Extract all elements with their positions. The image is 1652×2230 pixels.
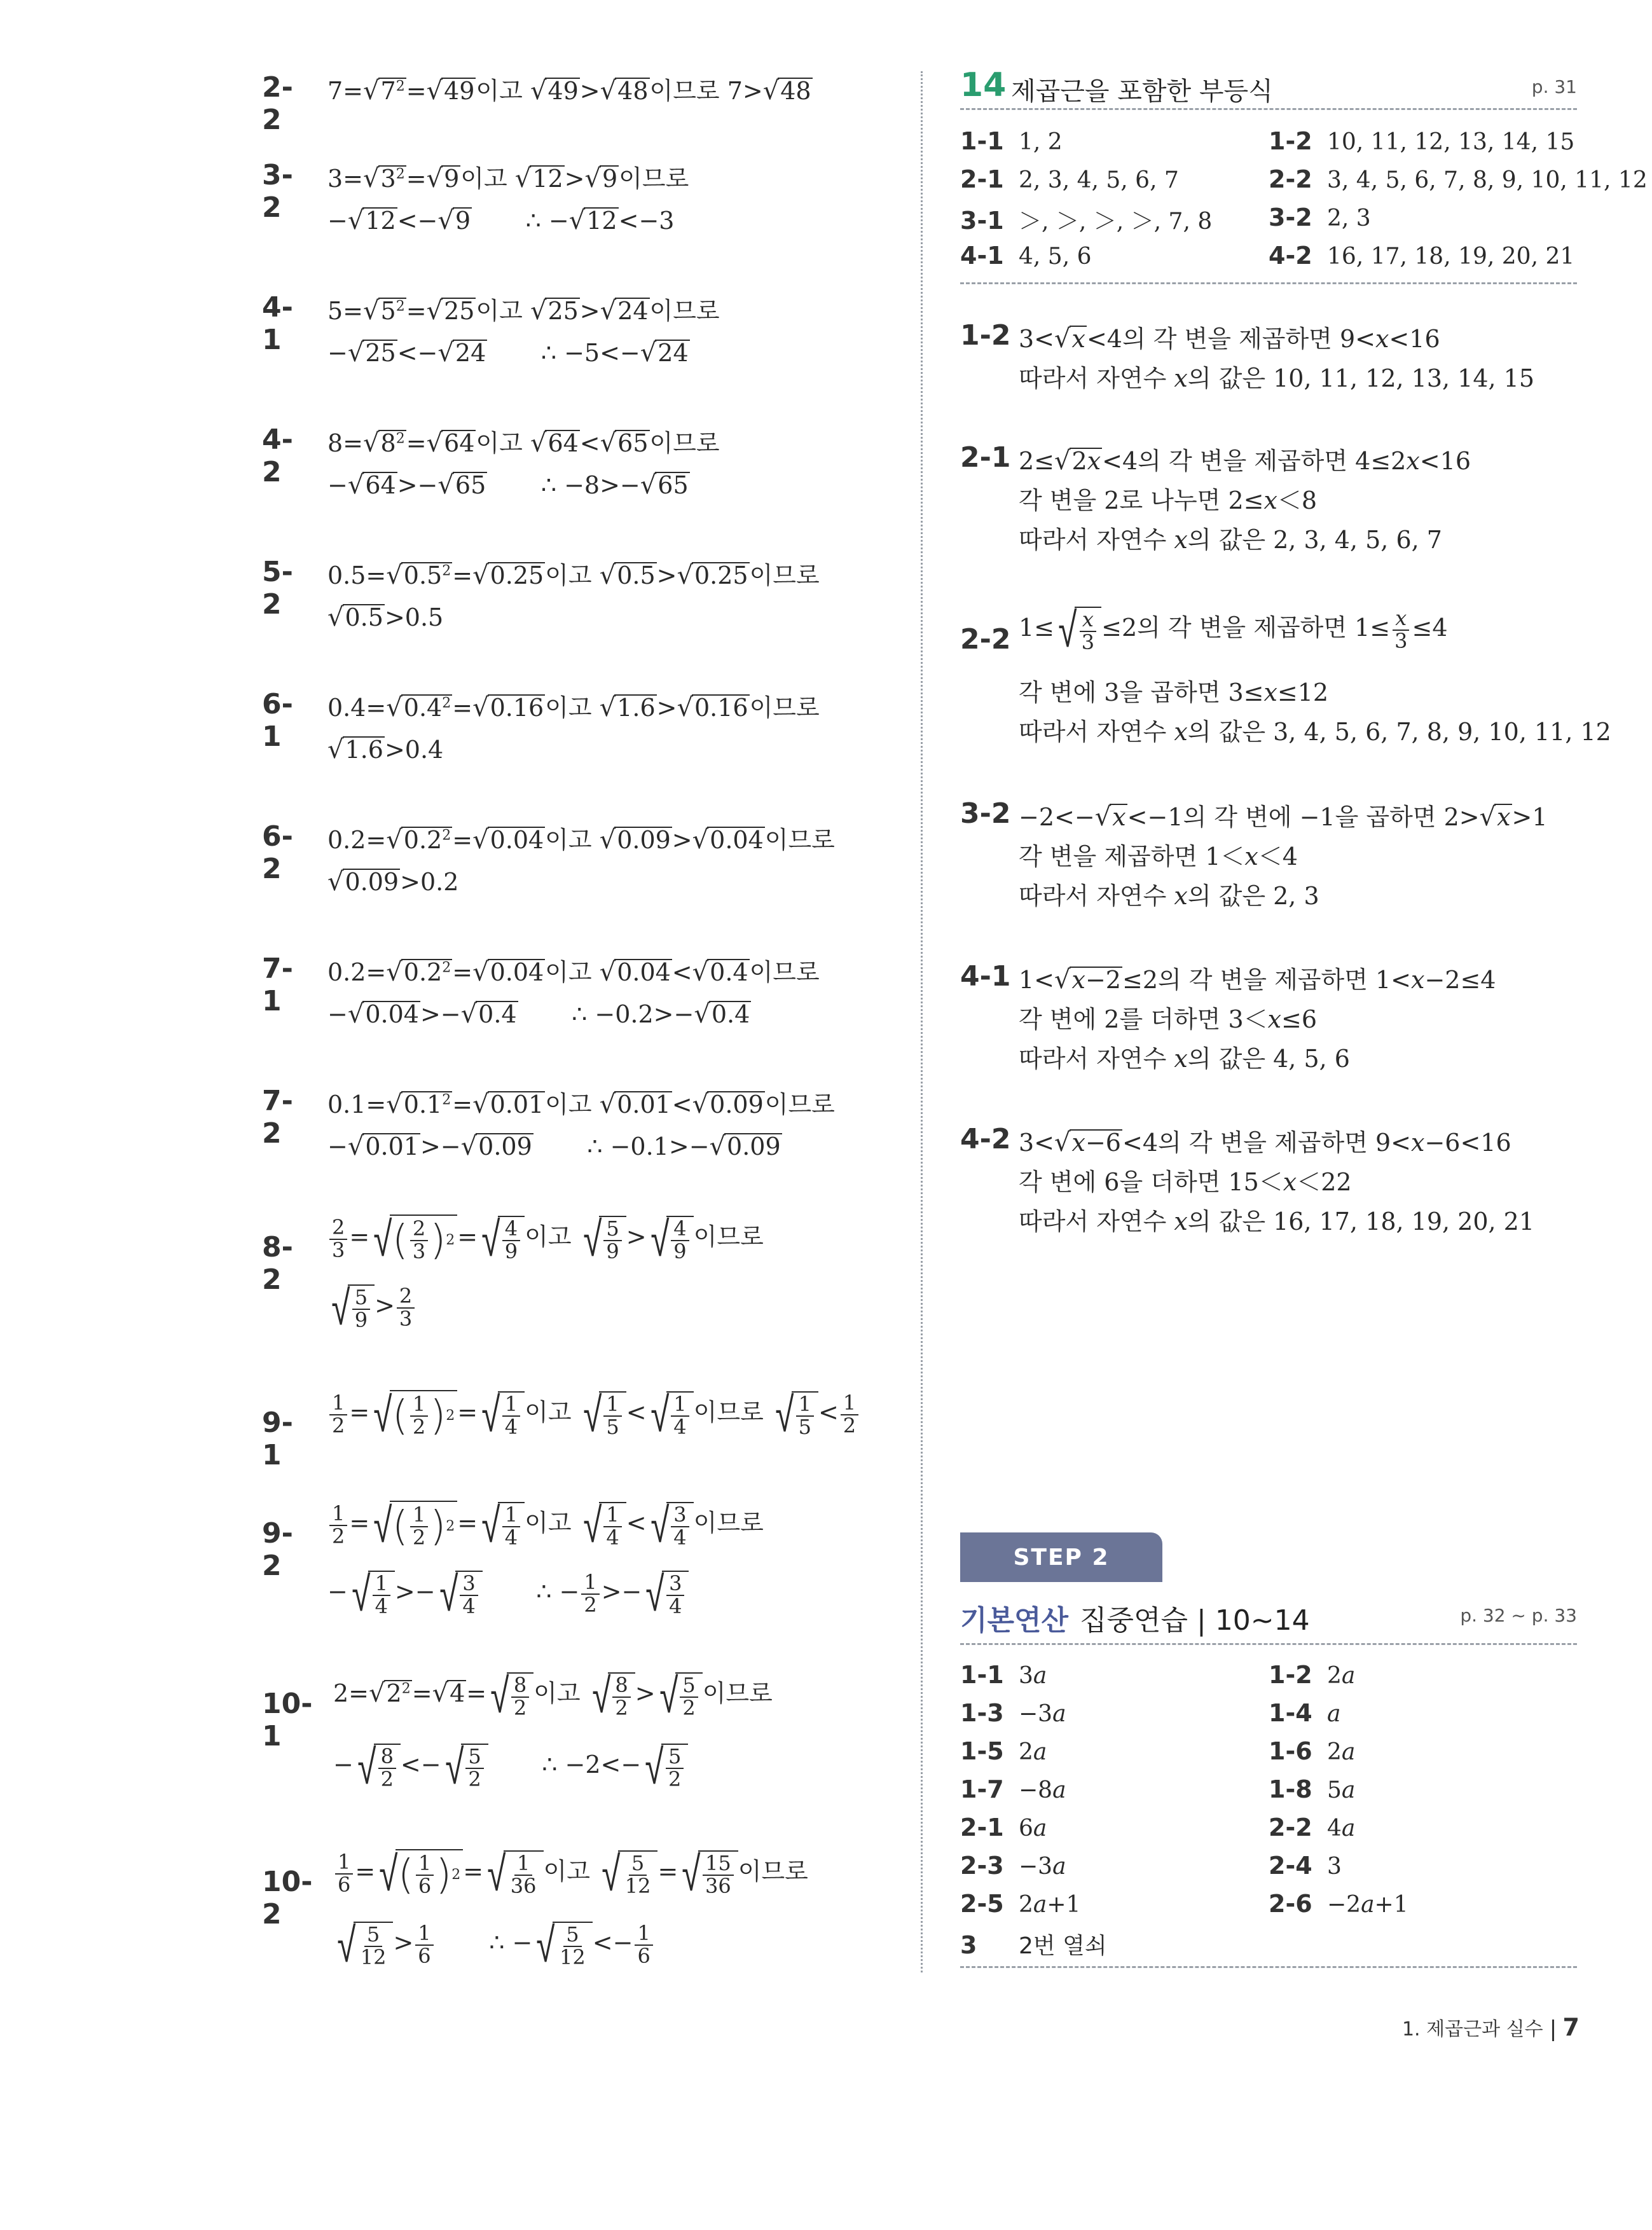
- solution-line: $\frac{2}{3}$ = √ ( $\frac{2}{3}$ ) 2 = √ $\frac{4}{9}$ 이고 √ $\frac{5}{9}$ > √ $\frac{4}{9}$ 이므로: [327, 1211, 764, 1267]
- problem-label: 9-1: [262, 1407, 293, 1471]
- answer-cell: 2-5 2𝑎+1: [960, 1890, 1081, 1918]
- problem-label: 7-1: [262, 953, 293, 1017]
- page-reference: p. 32 ~ p. 33: [1460, 1605, 1577, 1626]
- solution-line: 따라서 자연수 𝑥의 값은 4, 5, 6: [1019, 1045, 1350, 1073]
- problem-label: 1-2: [960, 319, 1011, 352]
- page-footer: [1402, 2013, 1580, 2041]
- step-badge: STEP 2: [960, 1532, 1162, 1582]
- answer-cell: 3-1 ＞, ＞, ＞, ＞, 7, 8: [960, 207, 1213, 235]
- answer-cell: 2-3 −3𝑎: [960, 1852, 1066, 1880]
- problem-label: 3-2: [262, 159, 293, 224]
- solution-line: −√12<−√9 ∴ −√12<−3: [327, 206, 675, 235]
- solution-line: $0.5=√0.5^2=√0.25$이고 √0.5>√0.25이므로: [327, 561, 820, 590]
- chapter-title: 1. 제곱근과 실수: [1401, 2018, 1543, 2041]
- solution-line: √ $\frac{5}{9}$ > $\frac{2}{3}$: [327, 1279, 416, 1336]
- problem-label: 3-2: [960, 797, 1011, 830]
- problem-label: 9-2: [262, 1517, 293, 1582]
- answer-cell: 3-2 2, 3: [1269, 203, 1371, 231]
- step2-header: [960, 1597, 1577, 1635]
- solution-line: $8=√8^2=√64$이고 √64<√65이므로: [327, 429, 720, 458]
- solution-line: $0.2=√0.2^2=√0.04$이고 √0.04<√0.4이므로: [327, 958, 820, 987]
- problem-label: 2-2: [960, 623, 1011, 656]
- answer-cell: 1-8 5𝑎: [1269, 1775, 1356, 1803]
- solution-line: $0.1=√0.1^2=√0.01$이고 √0.01<√0.09이므로: [327, 1090, 835, 1119]
- solution-line: −√0.04>−√0.4 ∴ −0.2>−√0.4: [327, 1000, 750, 1029]
- answer-cell: 1-4 𝑎: [1269, 1699, 1341, 1727]
- answer-cell: 1-3 −3𝑎: [960, 1699, 1066, 1727]
- answer-cell: 1-1 1, 2: [960, 127, 1063, 155]
- solution-line: 각 변에 2를 더하면 3＜𝑥≤6: [1019, 1005, 1318, 1033]
- solution-line: 각 변에 6을 더하면 15＜𝑥＜22: [1019, 1168, 1352, 1196]
- answer-cell: 2-1 6𝑎: [960, 1814, 1047, 1841]
- section-title: 제곱근을 포함한 부등식: [1011, 77, 1273, 106]
- dashed-rule: [960, 108, 1577, 110]
- answer-cell: 2-6 −2𝑎+1: [1269, 1890, 1408, 1918]
- solution-line: −√0.01>−√0.09 ∴ −0.1>−√0.09: [327, 1132, 781, 1161]
- answer-cell: 1-6 2𝑎: [1269, 1737, 1356, 1765]
- solution-line: 따라서 자연수 𝑥의 값은 3, 4, 5, 6, 7, 8, 9, 10, 11, 12: [1019, 718, 1611, 746]
- solution-line: 3<√x−6<4의 각 변을 제곱하면 9<x−6<16: [1019, 1128, 1511, 1157]
- answer-cell: 2-4 3: [1269, 1852, 1342, 1880]
- answer-cell: 4-2 16, 17, 18, 19, 20, 21: [1269, 242, 1575, 270]
- section-14-header: [960, 66, 1577, 104]
- answer-cell: 1-5 2𝑎: [960, 1737, 1047, 1765]
- left-column: [0, 0, 916, 2003]
- section-number: 14: [960, 66, 1007, 104]
- problem-label: 6-1: [262, 688, 293, 753]
- solution-line: $5=√5^2=√25$이고 √25>√24이므로: [327, 296, 720, 326]
- solution-line: √0.5>0.5: [327, 603, 444, 632]
- answer-cell: 1-2 10, 11, 12, 13, 14, 15: [1269, 127, 1575, 155]
- solution-line: 따라서 자연수 𝑥의 값은 2, 3, 4, 5, 6, 7: [1019, 526, 1442, 554]
- answer-cell: 2-2 3, 4, 5, 6, 7, 8, 9, 10, 11, 12: [1269, 165, 1648, 193]
- problem-label: 7-2: [262, 1085, 293, 1150]
- problem-label: 8-2: [262, 1231, 293, 1296]
- solution-line: $2=√2^2=√4=$ √ $\frac{8}{2}$ 이고 √ $\frac{8}{2}$ > √ $\frac{5}{2}$ 이므로: [333, 1667, 773, 1724]
- dashed-rule: [960, 1643, 1577, 1645]
- solution-line: 각 변을 2로 나누면 2≤𝑥＜8: [1019, 486, 1318, 514]
- dashed-rule: [960, 1966, 1577, 1968]
- problem-label: 4-1: [960, 960, 1011, 993]
- solution-line: − √ $\frac{1}{4}$ >− √ $\frac{3}{4}$ ∴ − $\frac{1}{2}$ >− √ $\frac{3}{4}$: [327, 1566, 689, 1622]
- solution-line: √ $\frac{5}{12}$ > $\frac{1}{6}$ ∴ − √ $\frac{5}{12}$ <− $\frac{1}{6}$: [333, 1917, 655, 1973]
- solution-line: −√25<−√24 ∴ −5<−√24: [327, 338, 689, 368]
- problem-label: 2-1: [960, 441, 1011, 474]
- answer-cell: 2-2 4𝑎: [1269, 1814, 1356, 1841]
- solution-line: $\frac{1}{6}$ = √ ( $\frac{1}{6}$ ) 2 = √ $\frac{1}{36}$ 이고 √ $\frac{5}{12}$ = √ $\frac{15}{36}$ 이므로: [333, 1845, 808, 1902]
- problem-label: 4-1: [262, 291, 293, 356]
- step2-title-rest: 집중연습 | 10~14: [1080, 1604, 1310, 1637]
- solution-line: 따라서 자연수 𝑥의 값은 16, 17, 18, 19, 20, 21: [1019, 1208, 1535, 1235]
- problem-label: 4-2: [960, 1123, 1011, 1155]
- problem-label: 6-2: [262, 820, 293, 885]
- step2-title-colored: 기본연산: [960, 1604, 1069, 1637]
- problem-label: 10-1: [262, 1688, 313, 1752]
- solution-line: √0.09>0.2: [327, 867, 459, 897]
- solution-line: −√64>−√65 ∴ −8>−√65: [327, 471, 689, 500]
- solution-line: $\frac{1}{2}$ = √ ( $\frac{1}{2}$ ) 2 = √ $\frac{1}{4}$ 이고 √ $\frac{1}{5}$ < √ $\frac{1}{4}$ 이므로 √ $\frac{1}{5}$ < $\frac{1}{2}$: [327, 1386, 860, 1443]
- dashed-rule: [960, 282, 1577, 284]
- solution-line: $0.4=√0.4^2=√0.16$이고 √1.6>√0.16이므로: [327, 693, 820, 722]
- solution-line: 2≤√2x<4의 각 변을 제곱하면 4≤2x<16: [1019, 446, 1471, 476]
- answer-cell: 1-2 2𝑎: [1269, 1661, 1356, 1689]
- problem-label: 4-2: [262, 423, 293, 488]
- solution-line: 1≤ √ $\frac{x}{3}$ ≤2의 각 변을 제곱하면 1≤ $\frac{x}{3}$ ≤4: [1019, 602, 1448, 658]
- page-number: 7: [1562, 2013, 1580, 2041]
- answer-cell: 3 2번 열쇠: [960, 1931, 1107, 1959]
- solution-line: − √ $\frac{8}{2}$ <− √ $\frac{5}{2}$ ∴ −2<− √ $\frac{5}{2}$: [333, 1738, 688, 1795]
- answer-cell: 1-7 −8𝑎: [960, 1775, 1066, 1803]
- solution-line: $3=√3^2=√9$이고 √12>√9이므로: [327, 164, 689, 193]
- answer-cell: 2-1 2, 3, 4, 5, 6, 7: [960, 165, 1179, 193]
- solution-line: −2<−√x<−1의 각 변에 −1을 곱하면 2>√x>1: [1019, 802, 1548, 832]
- problem-label: 2-2: [262, 71, 293, 136]
- solution-line: 1<√x−2≤2의 각 변을 제곱하면 1<x−2≤4: [1019, 965, 1496, 995]
- solution-line: $\frac{1}{2}$ = √ ( $\frac{1}{2}$ ) 2 = √ $\frac{1}{4}$ 이고 √ $\frac{1}{4}$ < √ $\frac{3}{4}$ 이므로: [327, 1497, 764, 1553]
- problem-label: 5-2: [262, 556, 293, 621]
- solution-line: 각 변에 3을 곱하면 3≤𝑥≤12: [1019, 678, 1329, 706]
- answer-cell: 1-1 3𝑎: [960, 1661, 1047, 1689]
- problem-label: 10-2: [262, 1866, 313, 1931]
- solution-line: 따라서 자연수 𝑥의 값은 2, 3: [1019, 882, 1319, 910]
- solution-line: 따라서 자연수 𝑥의 값은 10, 11, 12, 13, 14, 15: [1019, 364, 1535, 392]
- footer-divider: [1552, 2020, 1554, 2041]
- answer-cell: 4-1 4, 5, 6: [960, 242, 1092, 270]
- page-reference: p. 31: [1531, 76, 1577, 97]
- solution-line: √1.6>0.4: [327, 735, 444, 764]
- solution-line: 3<√x<4의 각 변을 제곱하면 9<x<16: [1019, 324, 1440, 354]
- solution-line: $7=√7^2=√49$이고 √49>√48이므로 7>√48: [327, 76, 811, 106]
- column-divider: [921, 71, 923, 1972]
- solution-line: 각 변을 제곱하면 1＜𝑥＜4: [1019, 843, 1298, 871]
- solution-line: $0.2=√0.2^2=√0.04$이고 √0.09>√0.04이므로: [327, 825, 835, 855]
